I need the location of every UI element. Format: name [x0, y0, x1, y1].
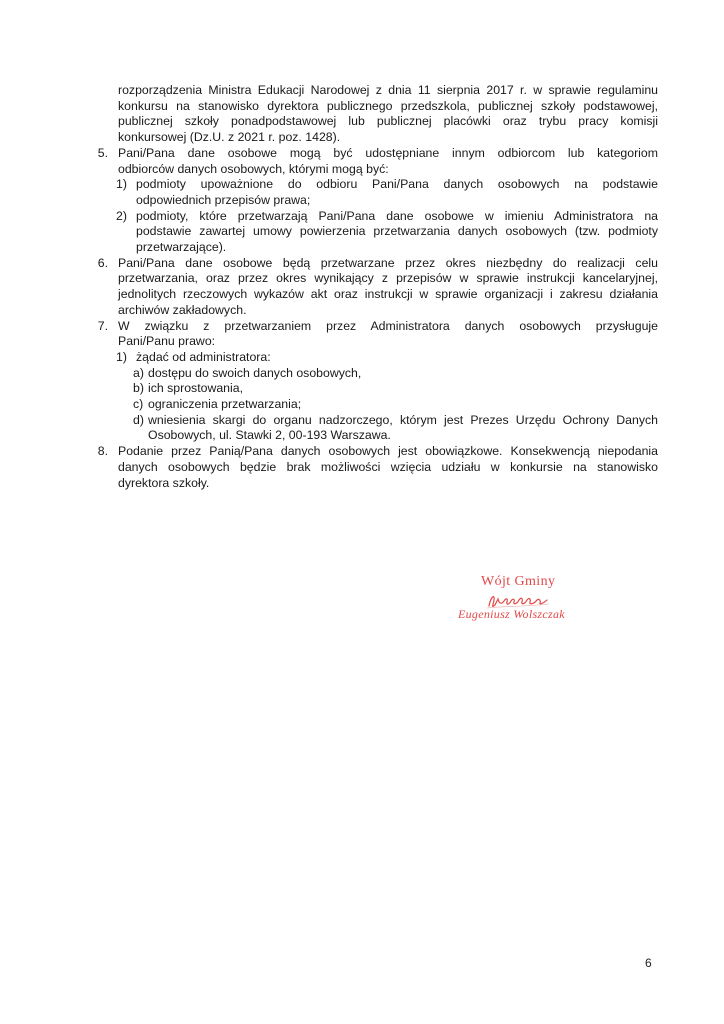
text-line: Pani/Panu prawo: — [118, 334, 216, 349]
sublist-item-7-1 — [104, 350, 658, 366]
text-line: przetwarzania, oraz przez okres wynikający z przepisów w sprawie instrukcji kancelaryjnej, — [118, 271, 658, 286]
list-item-5 — [97, 145, 658, 177]
signature-title: Wójt Gminy — [481, 574, 556, 589]
letter-item-b — [104, 381, 658, 397]
letter-marker: a) — [133, 365, 144, 380]
text-line: dyrektora szkoły. — [118, 475, 210, 490]
letter-item-a — [104, 366, 658, 382]
list-number: 7. — [97, 318, 108, 333]
sublist-item-5-1 — [104, 177, 658, 208]
sublist-item-5-2 — [104, 209, 658, 256]
text-line: archiwów zakładowych. — [118, 302, 247, 317]
signature-name: Eugeniusz Wolszczak — [458, 607, 565, 621]
list-number: 8. — [97, 444, 108, 459]
text-line: podmioty, które przetwarzają Pani/Pana dane osobowe w imieniu Administratora na — [136, 208, 658, 223]
text-line: podmioty upoważnione do odbioru Pani/Pana danych osobowych na podstawie — [136, 177, 658, 192]
sublist-number: 1) — [116, 177, 127, 192]
list-item-8 — [97, 444, 658, 491]
text-line: dostępu do swoich danych osobowych, — [148, 365, 362, 380]
letter-marker: c) — [133, 397, 144, 412]
text-line: Osobowych, ul. Stawki 2, 00-193 Warszawa. — [148, 428, 391, 443]
sublist-number: 2) — [116, 208, 127, 223]
text-line: ich sprostowania, — [148, 381, 244, 396]
letter-marker: b) — [133, 381, 144, 396]
list-item-7 — [97, 318, 658, 350]
text-line: wniesienia skargi do organu nadzorczego, którym jest Prezes Urzędu Ochrony Danych — [148, 412, 658, 427]
text-line: ograniczenia przetwarzania; — [148, 397, 302, 412]
text-line: odpowiednich przepisów prawa; — [136, 192, 311, 207]
letter-item-c — [104, 397, 658, 413]
text-line: Podanie przez Panią/Pana danych osobowych jest obowiązkowe. Konsekwencją niepodania — [118, 444, 658, 459]
sublist-number: 1) — [116, 349, 127, 364]
text-line: Pani/Pana dane osobowe będą przetwarzane przez okres niezbędny do realizacji celu — [118, 255, 658, 270]
list-number: 6. — [97, 255, 108, 270]
letter-marker: d) — [133, 412, 144, 427]
page-number: 6 — [645, 956, 652, 970]
text-line: W związku z przetwarzaniem przez Administratora danych osobowych przysługuje — [118, 318, 658, 333]
list-item-6 — [97, 255, 658, 319]
text-line: rozporządzenia Ministra Edukacji Narodowej z dnia 11 sierpnia 2017 r. w sprawie regulaminu — [118, 83, 658, 97]
intro-paragraph — [104, 83, 658, 146]
document-body — [97, 83, 658, 491]
text-line: podstawie zawartej umowy powierzenia przetwarzania danych osobowych (tzw. podmioty — [136, 224, 658, 239]
list-number: 5. — [97, 145, 108, 160]
text-line: danych osobowych będzie brak możliwości wzięcia udziału w konkursie na stanowisko — [118, 459, 658, 474]
letter-item-d — [104, 413, 658, 444]
text-line: przetwarzające). — [136, 240, 227, 255]
text-line: konkursowej (Dz.U. z 2021 r. poz. 1428). — [118, 130, 341, 145]
text-line: publicznej szkoły ponadpodstawowej lub publicznej placówki oraz trybu pracy komisji — [118, 114, 658, 129]
text-line: żądać od administratora: — [136, 349, 271, 364]
text-line: jednolitych rzeczowych wykazów akt oraz instrukcji w sprawie organizacji i zakresu działania — [118, 287, 658, 302]
text-line: odbiorców danych osobowych, którymi mogą być: — [118, 161, 389, 176]
text-line: Pani/Pana dane osobowe mogą być udostępniane innym odbiorcom lub kategoriom — [118, 145, 658, 160]
text-line: konkursu na stanowisko dyrektora publicznego przedszkola, publicznej szkoły podstawowej, — [118, 98, 658, 113]
